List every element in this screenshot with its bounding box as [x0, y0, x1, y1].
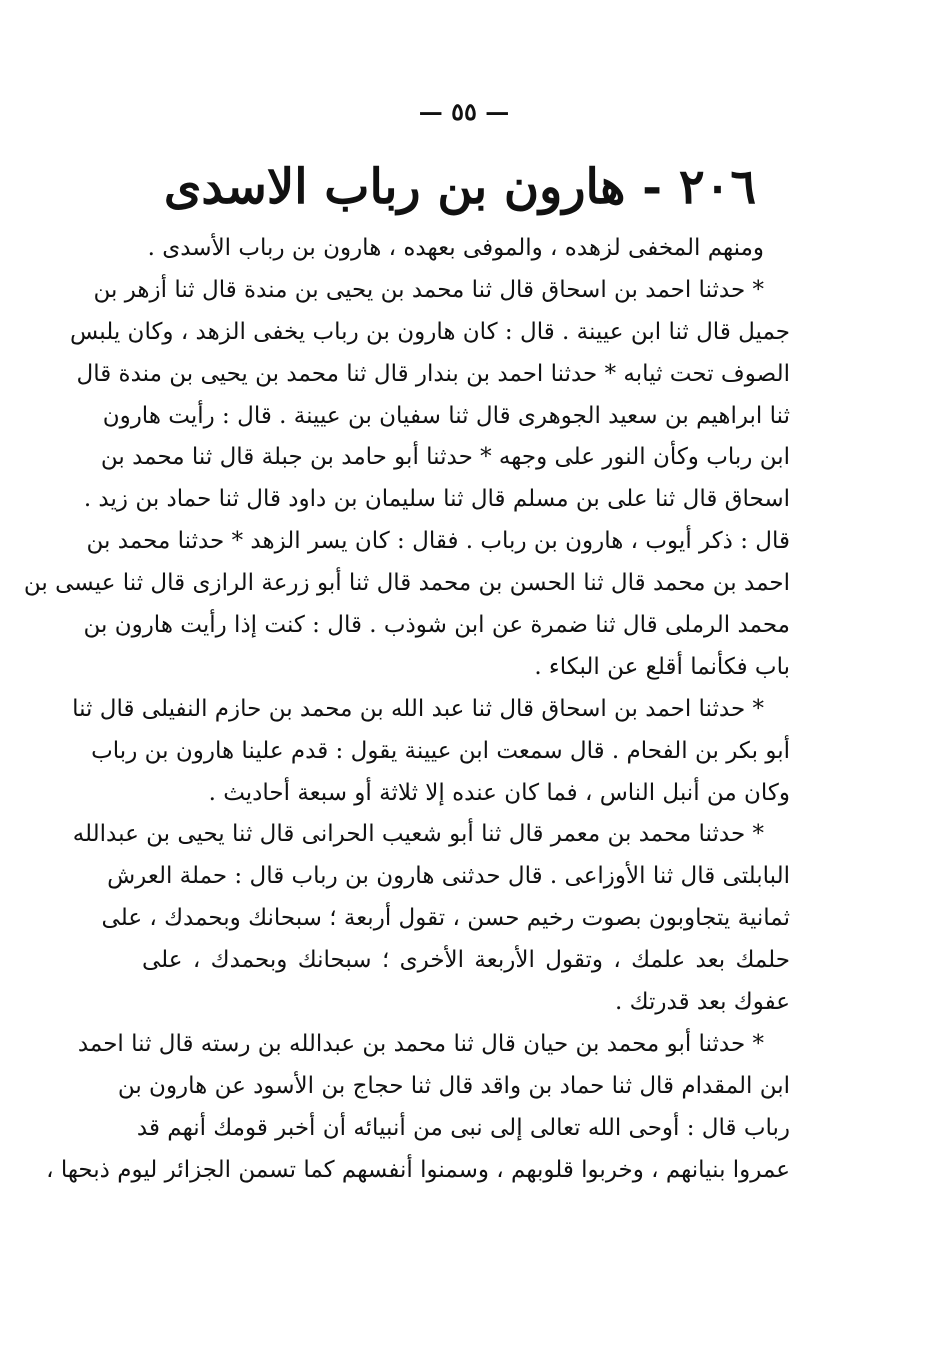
text-line: عفوك بعد قدرتك . — [615, 989, 790, 1016]
text-line: ثنا ابراهيم بن سعيد الجوهرى قال ثنا سفيان بن عيينة . قال : رأيت هارون — [102, 402, 790, 429]
text-line: محمد الرملى قال ثنا ضمرة عن ابن شوذب . قال : كنت إذا رأيت هارون بن — [83, 612, 790, 639]
text-line: * حدثنا احمد بن اسحاق قال ثنا عبد الله بن محمد بن حازم النفيلى قال ثنا — [72, 695, 764, 722]
text-line: احمد بن محمد قال ثنا الحسن بن محمد قال ثنا أبو زرعة الرازى قال ثنا عيسى بن — [23, 570, 790, 597]
chapter-title: ٢٠٦ - هارون بن رباب الاسدى — [163, 159, 757, 215]
text-line: * حدثنا محمد بن معمر قال ثنا أبو شعيب الحرانى قال ثنا يحيى بن عبدالله — [72, 821, 764, 848]
text-line: جميل قال ثنا ابن عيينة . قال : كان هارون بن رباب يخفى الزهد ، وكان يلبس — [69, 318, 790, 345]
text-line: البابلتى قال ثنا الأوزاعى . قال حدثنى هارون بن رباب قال : حملة العرش — [107, 863, 790, 890]
text-line: حلمك بعد علمك ، وتقول الأربعة الأخرى ؛ سبحانك وبحمدك ، على — [142, 947, 790, 974]
text-line: * حدثنا أبو محمد بن حيان قال ثنا محمد بن عبدالله بن رسته قال ثنا احمد — [77, 1030, 764, 1057]
text-line: ومنهم المخفى لزهده ، والموفى بعهده ، هارون بن رباب الأسدى . — [147, 235, 764, 261]
body-text — [23, 228, 790, 1191]
text-line: قال : ذكر أيوب ، هارون بن رباب . فقال : كان يسر الزهد * حدثنا محمد بن — [86, 528, 790, 555]
text-line: ابن المقدام قال ثنا حماد بن واقد قال ثنا حجاج بن الأسود عن هارون بن — [117, 1072, 790, 1099]
text-line: ثمانية يتجاوبون بصوت رخيم حسن ، تقول أربعة ؛ سبحانك وبحمدك ، على — [101, 905, 790, 932]
page-number: — ٥٥ — — [418, 97, 510, 126]
text-line: عمروا بنيانهم ، وخربوا قلوبهم ، وسمنوا أنفسهم كما تسمن الجزائر ليوم ذبحها ، — [46, 1156, 790, 1183]
text-line: رباب قال : أوحى الله تعالى إلى نبى من أنبيائه أن أخبر قومك أنهم قد — [136, 1114, 790, 1141]
text-line: باب فكأنما أقلع عن البكاء . — [534, 653, 790, 680]
text-line: الصوف تحت ثيابه * حدثنا احمد بن بندار قال ثنا محمد بن يحيى بن مندة قال — [76, 360, 790, 387]
text-line: اسحاق قال ثنا على بن مسلم قال ثنا سليمان بن داود قال ثنا حماد بن زيد . — [83, 486, 790, 513]
text-line: أبو بكر بن الفحام . قال سمعت ابن عيينة يقول : قدم علينا هارون بن رباب — [91, 737, 790, 764]
text-line: ابن رباب وكأن النور على وجهه * حدثنا أبو حامد بن جبلة قال ثنا محمد بن — [100, 444, 790, 471]
text-line: * حدثنا احمد بن اسحاق قال ثنا محمد بن يحيى بن مندة قال ثنا أزهر بن — [93, 276, 764, 303]
text-line: وكان من أنبل الناس ، فما كان عنده إلا ثلاثة أو سبعة أحاديث . — [208, 779, 790, 806]
